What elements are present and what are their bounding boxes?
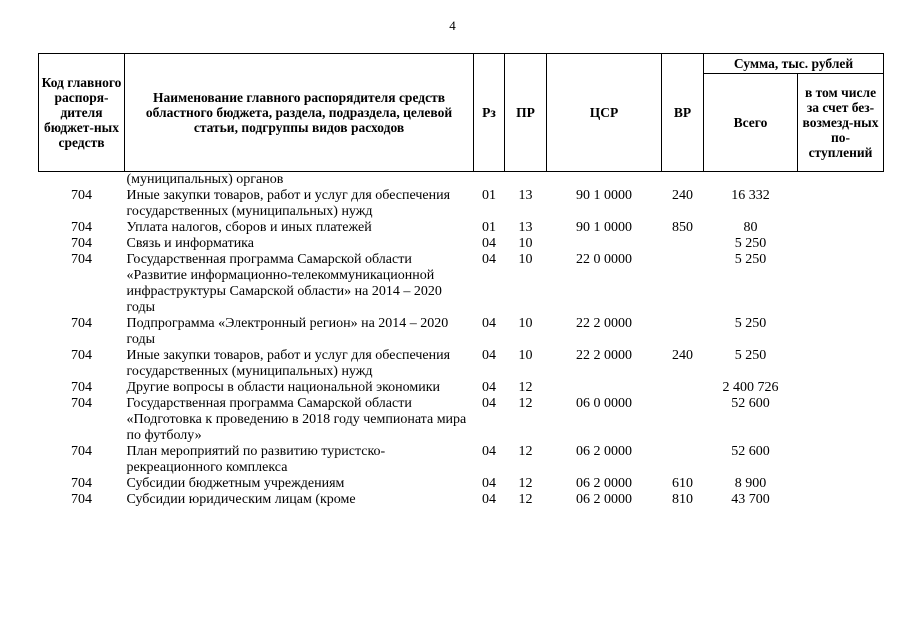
row-pr: 12 [518,492,533,507]
table-row [39,444,884,476]
row-csr: 06 2 0000 [576,444,632,459]
row-vr [662,380,704,396]
table-row [39,348,884,380]
row-total: 5 250 [734,252,767,267]
row-name: Государственная программа Самарской области «Развитие информационно-телекоммуникационной инфраструктуры Самарской области» на 2014 – 2020 годы [126,252,442,315]
row-csr [547,236,662,252]
row-rz: 04 [482,476,496,491]
row-vr [662,236,704,252]
table-row [39,252,884,316]
row-rz: 04 [482,396,496,411]
row-vr [662,444,704,476]
row-vr [662,252,704,316]
row-csr: 06 0 0000 [576,396,632,411]
row-vr: 810 [672,492,693,507]
row-code: 704 [71,220,92,235]
row-csr: 90 1 0000 [576,220,632,235]
row-name: Иные закупки товаров, работ и услуг для обеспечения государственных (муниципальных) нужд [126,348,451,379]
row-pr: 10 [518,236,533,251]
row-gratuitous [798,380,884,396]
row-name: (муниципальных) органов [126,172,284,187]
row-gratuitous [798,348,884,380]
row-total: 5 250 [734,316,767,331]
row-pr: 12 [518,380,533,395]
row-name: Подпрограмма «Электронный регион» на 2014 – 2020 годы [126,316,449,347]
row-rz: 04 [482,444,496,459]
row-total: 8 900 [734,476,767,491]
row-gratuitous [798,236,884,252]
row-gratuitous [798,492,884,508]
row-rz: 01 [482,220,496,235]
row-name: Уплата налогов, сборов и иных платежей [126,220,372,235]
row-code: 704 [71,316,92,331]
row-rz: 04 [482,236,496,251]
row-total [704,172,798,189]
row-pr: 12 [518,444,533,459]
row-pr: 10 [518,252,533,267]
row-code: 704 [71,380,92,395]
header-code: Код главного распоря-дителя бюджет-ных средств [39,54,125,172]
row-total: 5 250 [734,348,767,363]
header-total: Всего [704,74,798,172]
row-rz: 01 [482,188,496,203]
row-gratuitous [798,252,884,316]
row-pr: 13 [518,220,533,235]
row-name: Связь и информатика [126,236,254,251]
row-rz: 04 [482,380,496,395]
row-csr: 06 2 0000 [576,476,632,491]
row-pr: 10 [518,348,533,363]
row-gratuitous [798,188,884,220]
row-gratuitous [798,172,884,189]
row-code [39,172,125,189]
row-vr: 240 [672,188,693,203]
row-gratuitous [798,476,884,492]
page-number: 4 [449,18,456,33]
row-pr: 13 [518,188,533,203]
row-total: 43 700 [731,492,770,507]
row-total: 52 600 [731,396,770,411]
table-row [39,316,884,348]
row-code: 704 [71,188,92,203]
row-csr: 22 2 0000 [576,316,632,331]
row-code: 704 [71,348,92,363]
row-name: Иные закупки товаров, работ и услуг для обеспечения государственных (муниципальных) нужд [126,188,451,219]
row-rz: 04 [482,492,496,507]
row-vr [662,172,704,189]
header-rz: Рз [474,54,505,172]
row-gratuitous [798,396,884,444]
header-sum: Сумма, тыс. рублей [704,54,884,74]
header-name: Наименование главного распорядителя средств областного бюджета, раздела, подраздела, целевой статьи, подгруппы видов расходов [125,54,474,172]
row-pr: 12 [518,396,533,411]
row-gratuitous [798,444,884,476]
row-vr: 610 [672,476,693,491]
table-row [39,492,884,508]
row-total: 80 [743,220,758,235]
row-pr: 10 [518,316,533,331]
header-vr: ВР [662,54,704,172]
budget-table [38,53,884,508]
row-csr: 22 0 0000 [576,252,632,267]
row-csr: 22 2 0000 [576,348,632,363]
row-rz: 04 [482,348,496,363]
row-vr [662,316,704,348]
row-code: 704 [71,476,92,491]
header-pr: ПР [505,54,547,172]
row-code: 704 [71,396,92,411]
table-row [39,396,884,444]
table-body [39,172,884,509]
table-row [39,220,884,236]
row-total: 2 400 726 [722,380,779,395]
row-name: Государственная программа Самарской области «Подготовка к проведению в 2018 году чемпионата мира по футболу» [126,396,467,443]
row-code: 704 [71,492,92,507]
table-header [39,54,884,172]
table-row [39,188,884,220]
row-code: 704 [71,236,92,251]
row-name: Субсидии бюджетным учреждениям [126,476,345,491]
table-row [39,172,884,189]
row-csr: 06 2 0000 [576,492,632,507]
table-row [39,476,884,492]
row-csr [547,380,662,396]
row-rz: 04 [482,316,496,331]
row-vr [662,396,704,444]
row-vr: 240 [672,348,693,363]
row-total: 52 600 [731,444,770,459]
table-row [39,380,884,396]
row-name: План мероприятий по развитию туристско-рекреационного комплекса [126,444,386,475]
row-code: 704 [71,444,92,459]
row-name: Другие вопросы в области национальной экономики [126,380,441,395]
row-pr [505,172,547,189]
row-total: 16 332 [731,188,770,203]
header-gratuitous: в том числе за счет без-возмезд-ных по-ступлений [798,74,884,172]
row-rz: 04 [482,252,496,267]
row-csr: 90 1 0000 [576,188,632,203]
row-pr: 12 [518,476,533,491]
row-gratuitous [798,316,884,348]
row-name: Субсидии юридическим лицам (кроме [126,492,356,507]
header-csr: ЦСР [547,54,662,172]
row-vr: 850 [672,220,693,235]
row-total: 5 250 [734,236,767,251]
table-row [39,236,884,252]
row-code: 704 [71,252,92,267]
row-gratuitous [798,220,884,236]
row-csr [547,172,662,189]
row-rz [474,172,505,189]
